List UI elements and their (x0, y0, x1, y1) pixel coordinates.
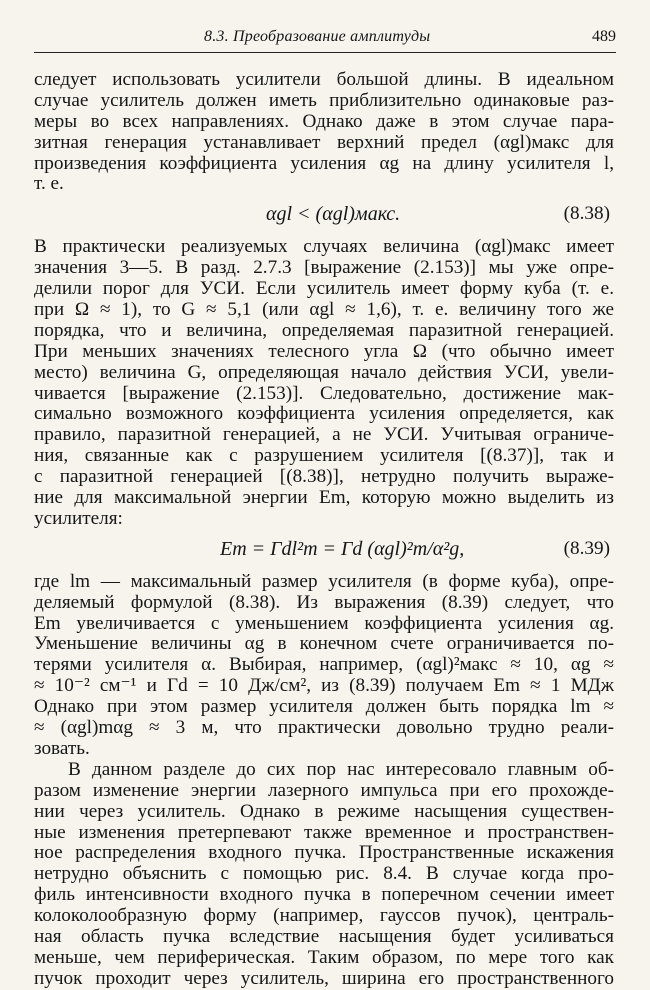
text-line: нии через усилитель. Однако в режиме насыщения существен- (34, 801, 614, 822)
body-text (34, 70, 614, 990)
text-line: колоколообразную форму (например, гауссов пучок), централь- (34, 906, 614, 927)
page-header (34, 26, 616, 53)
text-line: ное распределения входного пучка. Пространственные искажения (34, 843, 614, 864)
text-line: При меньших значениях телесного угла Ω (что обычно имеет (34, 341, 614, 362)
text-line: разом изменение энергии лазерного импульса при его прохожде- (34, 780, 614, 801)
text-line: где lm — максимальный размер усилителя (в форме куба), опре- (34, 571, 614, 592)
text-line: В данном разделе до сих пор нас интересовало главным об- (68, 759, 614, 780)
text-line: Уменьшение величины αg в конечном счете ограничивается по- (34, 634, 614, 655)
paragraph-2 (34, 237, 614, 529)
text-line: делили порог для УСИ. Если усилитель имеет форму куба (т. е. (34, 279, 614, 300)
text-line: усилителя: (34, 507, 123, 529)
page-number: 489 (592, 28, 616, 45)
text-line: ≈ (αgl)mαg ≈ 3 м, что практически довольно трудно реали- (34, 718, 614, 739)
equation-number: (8.39) (563, 537, 610, 559)
text-line: произведения коэффициента усиления αg на длину усилителя l, (34, 153, 614, 174)
text-line: при Ω ≈ 1), то G ≈ 5,1 (или αgl ≈ 1,6), т. е. величину того же (34, 300, 614, 321)
paragraph-3 (34, 572, 614, 760)
equation-formula: Em = Γdl²m = Γd (αgl)²m/α²g, (220, 537, 465, 560)
text-line: симально возможного коэффициента усиления определяется, как (34, 404, 614, 425)
equation-8-39 (34, 530, 614, 572)
running-title: 8.3. Преобразование амплитуды (204, 28, 431, 45)
text-line: терями усилителя α. Выбирая, например, (αgl)²макс ≈ 10, αg ≈ (34, 655, 614, 676)
text-line: Однако при этом размер усилителя должен быть порядка lm ≈ (34, 697, 614, 718)
paragraph-1 (34, 70, 614, 195)
text-line: нетрудно объяснить с помощью рис. 8.4. В случае когда про- (34, 864, 614, 885)
text-line: пучок проходит через усилитель, ширина его пространственного (34, 968, 614, 989)
text-line: порядка, что и величина, определяемая паразитной генерацией. (34, 320, 614, 341)
equation-8-38 (34, 195, 614, 237)
text-line: чивается [выражение (2.153)]. Следовательно, достижение мак- (34, 383, 614, 404)
text-line: следует использовать усилители большой длины. В идеальном (34, 70, 614, 90)
text-line: ния, связанные как с разрушением усилителя [(8.37)], так и (34, 446, 614, 467)
text-line: значения 3—5. В разд. 2.7.3 [выражение (2.153)] мы уже опре- (34, 258, 614, 279)
equation-number: (8.38) (563, 203, 610, 225)
text-line: меньше, чем периферическая. Таким образом, по мере того как (34, 947, 614, 968)
text-line: ≈ 10⁻² см⁻¹ и Γd = 10 Дж/см², из (8.39) получаем Em ≈ 1 МДж (34, 676, 614, 697)
text-line: ные изменения претерпевают также временное и пространствен- (34, 822, 614, 843)
text-line: случае усилитель должен иметь приблизительно одинаковые раз- (34, 90, 614, 111)
text-line: место) величина G, определяющая начало действия УСИ, увели- (34, 362, 614, 383)
text-line: меры во всех направлениях. Однако даже в этом случае пара- (34, 111, 614, 132)
text-line: с паразитной генерацией [(8.38)], нетрудно получить выраже- (34, 467, 614, 488)
text-line: ние для максимальной энергии Em, которую можно выделить из (34, 488, 614, 509)
text-line: правило, паразитной генерацией, а не УСИ. Учитывая ограниче- (34, 425, 614, 446)
text-line: зовать. (34, 737, 90, 759)
text-line: ная область пучка вследствие насыщения будет усиливаться (34, 926, 614, 947)
text-line: филь интенсивности входного пучка в поперечном сечении имеет (34, 885, 614, 906)
text-line: деляемый формулой (8.38). Из выражения (8.39) следует, что (34, 592, 614, 613)
text-line: Em увеличивается с уменьшением коэффициента усиления αg. (34, 613, 614, 634)
text-line: зитная генерация устанавливает верхний предел (αgl)макс для (34, 132, 614, 153)
text-line: В практически реализуемых случаях величина (αgl)макс имеет (34, 237, 614, 258)
text-line: т. е. (34, 173, 64, 195)
equation-formula: αgl < (αgl)макс. (266, 203, 401, 226)
paragraph-4 (34, 760, 614, 990)
